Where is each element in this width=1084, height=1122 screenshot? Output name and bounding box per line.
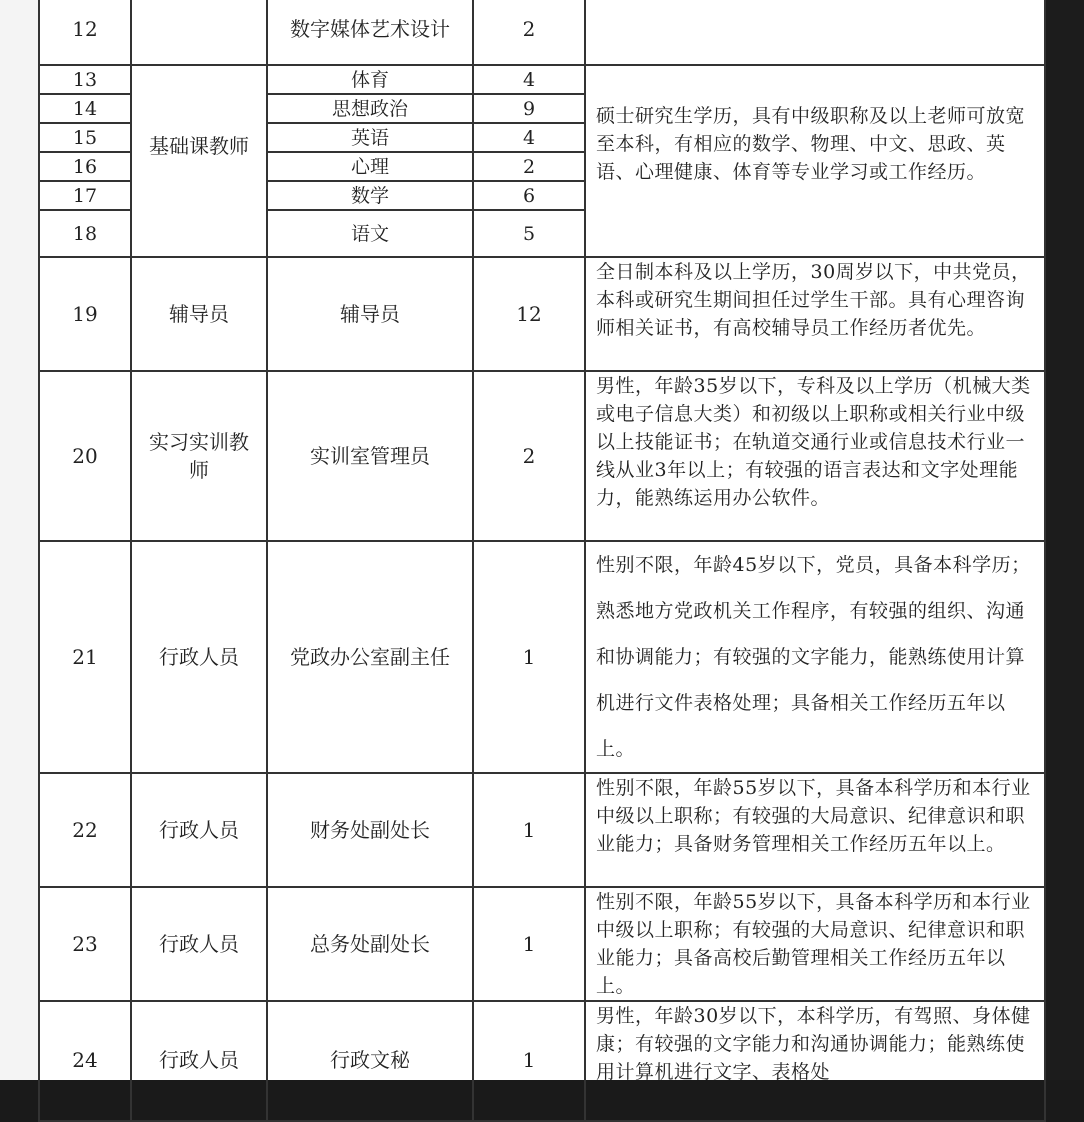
category-label: 实习实训教师 — [149, 430, 249, 482]
category-cell — [131, 0, 267, 65]
category-cell: 行政人员 — [131, 887, 267, 1001]
row-number: 13 — [39, 65, 131, 94]
category-cell: 行政人员 — [131, 1001, 267, 1121]
position-cell: 数学 — [267, 181, 473, 210]
category-cell — [131, 65, 267, 257]
category-cell: 行政人员 — [131, 541, 267, 773]
row-number: 19 — [39, 257, 131, 371]
requirement-text: 全日制本科及以上学历，30周岁以下，中共党员，本科或研究生期间担任过学生干部。具有心理咨询师相关证书，有高校辅导员工作经历者优先。 — [596, 261, 1031, 339]
position-cell: 思想政治 — [267, 94, 473, 123]
headcount-cell: 2 — [473, 152, 585, 181]
category-cell: 辅导员 — [131, 257, 267, 371]
table-row — [39, 371, 1045, 541]
position-cell: 英语 — [267, 123, 473, 152]
position-cell: 数字媒体艺术设计 — [267, 0, 473, 65]
requirement-cell — [585, 541, 1045, 773]
page-right-edge — [1046, 0, 1084, 1080]
requirement-text: 性别不限，年龄55岁以下，具备本科学历和本行业中级以上职称；有较强的大局意识、纪律意识和职业能力；具备财务管理相关工作经历五年以上。 — [596, 777, 1031, 855]
category-cell — [131, 371, 267, 541]
requirement-cell — [585, 371, 1045, 541]
table-row — [39, 773, 1045, 887]
headcount-cell: 4 — [473, 123, 585, 152]
position-cell: 财务处副处长 — [267, 773, 473, 887]
position-cell: 总务处副处长 — [267, 887, 473, 1001]
position-cell: 体育 — [267, 65, 473, 94]
row-number: 17 — [39, 181, 131, 210]
page-left-margin — [0, 0, 40, 1080]
requirement-text: 性别不限，年龄55岁以下，具备本科学历和本行业中级以上职称；有较强的大局意识、纪律意识和职业能力；具备高校后勤管理相关工作经历五年以上。 — [596, 891, 1031, 997]
headcount-cell: 1 — [473, 887, 585, 1001]
position-cell: 实训室管理员 — [267, 371, 473, 541]
headcount-cell: 9 — [473, 94, 585, 123]
table-row — [39, 65, 1045, 94]
recruitment-table — [38, 0, 1046, 1122]
table-row — [39, 887, 1045, 1001]
requirement-cell — [585, 257, 1045, 371]
requirement-cell — [585, 773, 1045, 887]
row-number: 15 — [39, 123, 131, 152]
headcount-cell: 1 — [473, 773, 585, 887]
headcount-cell: 5 — [473, 210, 585, 257]
headcount-cell: 1 — [473, 541, 585, 773]
table-row — [39, 541, 1045, 773]
position-cell: 辅导员 — [267, 257, 473, 371]
row-number: 22 — [39, 773, 131, 887]
headcount-cell: 2 — [473, 0, 585, 65]
headcount-cell: 1 — [473, 1001, 585, 1121]
position-cell: 党政办公室副主任 — [267, 541, 473, 773]
requirement-cell — [585, 1001, 1045, 1121]
row-number: 14 — [39, 94, 131, 123]
requirement-text: 性别不限，年龄45岁以下，党员，具备本科学历；熟悉地方党政机关工作程序，有较强的组织、沟通和协调能力；有较强的文字能力，能熟练使用计算机进行文件表格处理；具备相关工作经历五年以上。 — [596, 554, 1031, 760]
requirement-cell — [585, 887, 1045, 1001]
table-row — [39, 1001, 1045, 1121]
requirement-text: 男性，年龄35岁以下，专科及以上学历（机械大类或电子信息大类）和初级以上职称或相关行业中级以上技能证书；在轨道交通行业或信息技术行业一线从业3年以上；有较强的语言表达和文字处理能力，能熟练运用办公软件。 — [596, 375, 1031, 509]
category-cell: 行政人员 — [131, 773, 267, 887]
position-cell: 心理 — [267, 152, 473, 181]
headcount-cell: 2 — [473, 371, 585, 541]
row-number: 21 — [39, 541, 131, 773]
headcount-cell: 12 — [473, 257, 585, 371]
row-number: 20 — [39, 371, 131, 541]
table-row — [39, 0, 1045, 65]
requirement-text: 男性，年龄30岁以下，本科学历，有驾照、身体健康；有较强的文字能力和沟通协调能力；能熟练使用计算机进行文字、表格处 — [596, 1005, 1031, 1083]
requirement-cell — [585, 0, 1045, 65]
requirement-cell — [585, 65, 1045, 257]
headcount-cell: 6 — [473, 181, 585, 210]
row-number: 16 — [39, 152, 131, 181]
headcount-cell: 4 — [473, 65, 585, 94]
position-cell: 语文 — [267, 210, 473, 257]
row-number: 24 — [39, 1001, 131, 1121]
table-row — [39, 257, 1045, 371]
row-number: 23 — [39, 887, 131, 1001]
category-label: 基础课教师 — [149, 134, 249, 158]
row-number: 12 — [39, 0, 131, 65]
requirement-text: 硕士研究生学历，具有中级职称及以上老师可放宽至本科，有相应的数学、物理、中文、思政、英语、心理健康、体育等专业学习或工作经历。 — [596, 105, 1026, 183]
row-number: 18 — [39, 210, 131, 257]
position-cell: 行政文秘 — [267, 1001, 473, 1121]
